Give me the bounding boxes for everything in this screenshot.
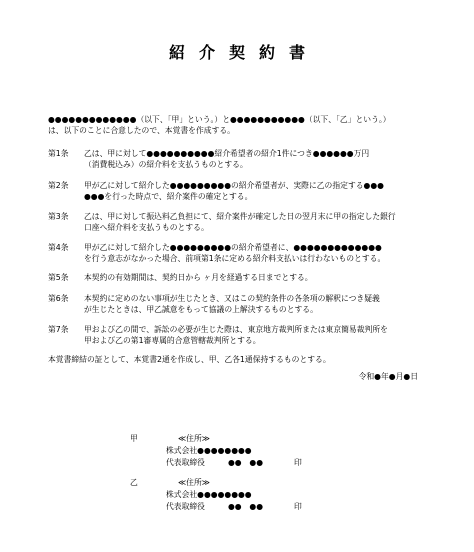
article-text: ●●●を行った時点で、紹介案件の確定とする。 <box>84 192 253 201</box>
party-b-seal: 印 <box>294 502 302 511</box>
article-text: 甲および乙の第1審専属的合意管轄裁判所とする。 <box>84 336 261 345</box>
contract-date: 令和●年●月●日 <box>358 372 418 381</box>
party-a-company: 株式会社●●●●●●●● <box>166 446 252 455</box>
party-b-company: 株式会社●●●●●●●● <box>166 490 252 499</box>
article-label: 第3条 <box>48 212 69 221</box>
article-text: 本契約に定めのない事項が生じたとき、又はこの契約条件の各条項の解釈につき疑義 <box>84 294 380 303</box>
party-a-name: ●● ●● <box>228 458 264 467</box>
article-text: 甲が乙に対して紹介した●●●●●●●●●の紹介希望者が、実際に乙の指定する●●● <box>84 181 384 190</box>
article-text: を行う意志がなかった場合、前項第1条に定める紹介料支払いは行わないものとする。 <box>84 254 386 263</box>
article-label: 第7条 <box>48 325 69 334</box>
party-a-address: ≪住所≫ <box>178 434 210 443</box>
article-text: 口座へ紹介料を支払うものとする。 <box>84 223 209 232</box>
article-label: 第4条 <box>48 243 69 252</box>
party-a-representative: 代表取締役 <box>166 458 205 467</box>
party-a-mark: 甲 <box>130 434 138 443</box>
article-text: 本契約の有効期間は、契約日から ヶ月を経過する日までとする。 <box>84 273 313 282</box>
party-b-representative: 代表取締役 <box>166 502 205 511</box>
article-label: 第2条 <box>48 181 69 190</box>
intro-line: ●●●●●●●●●●●●●（以下、「甲」という。）と●●●●●●●●●●●（以下、「乙」という。） <box>48 115 391 124</box>
party-b-address: ≪住所≫ <box>178 478 210 487</box>
article-label: 第1条 <box>48 149 69 158</box>
article-text: 甲および乙の間で、訴訟の必要が生じた際は、東京地方裁判所または東京簡易裁判所を <box>84 325 388 334</box>
article-text: が生じたときは、甲乙誠意をもって協議の上解決するものとする。 <box>84 305 318 314</box>
document-title: 紹介契約書 <box>168 43 319 62</box>
party-a-seal: 印 <box>294 458 302 467</box>
intro-line: は、以下のことに合意したので、本覚書を作成する。 <box>48 126 235 135</box>
article-text: 乙は、甲に対して振込料乙負担にて、紹介案件が確定した日の翌月末に甲の指定した銀行 <box>84 212 396 221</box>
party-b-name: ●● ●● <box>228 502 264 511</box>
article-label: 第6条 <box>48 294 69 303</box>
party-b-mark: 乙 <box>130 478 138 487</box>
article-label: 第5条 <box>48 273 69 282</box>
closing-statement: 本覚書締結の証として、本覚書2通を作成し、甲、乙各1通保持するものとする。 <box>48 355 331 364</box>
article-text: （消費税込み）の紹介料を支払うものとする。 <box>84 160 248 169</box>
article-text: 甲が乙に対して紹介した●●●●●●●●●の紹介希望者に、●●●●●●●●●●●●● <box>84 243 382 252</box>
article-text: 乙は、甲に対して●●●●●●●●●●紹介希望者の紹介1件につき●●●●●●万円 <box>84 149 370 158</box>
